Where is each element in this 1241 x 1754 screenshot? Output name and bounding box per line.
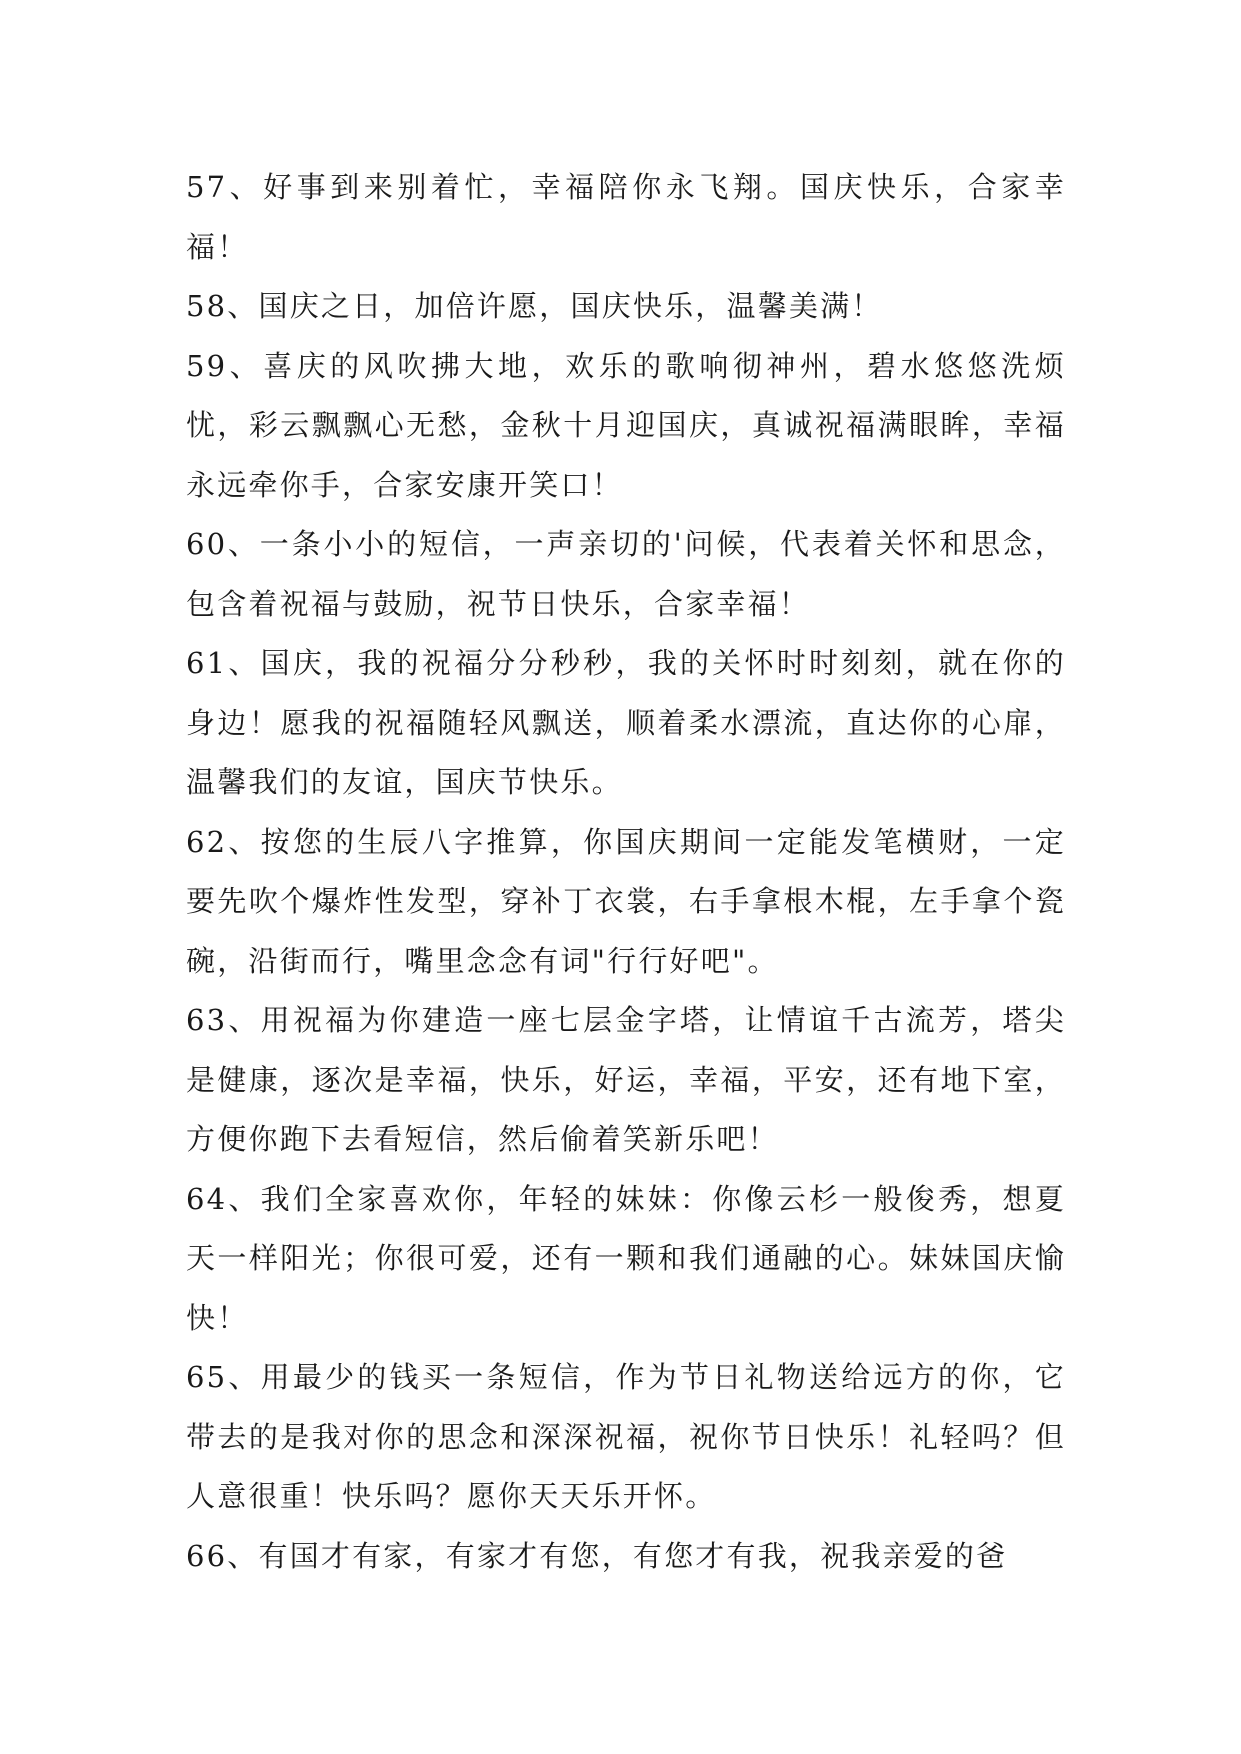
entry-64: 64、我们全家喜欢你，年轻的妹妹：你像云杉一般俊秀，想夏天一样阳光；你很可爱，还有一颗和我们通融的心。妹妹国庆愉快！ xyxy=(186,1181,1066,1335)
entry-61: 61、国庆，我的祝福分分秒秒，我的关怀时时刻刻，就在你的身边！愿我的祝福随轻风飘送，顺着柔水漂流，直达你的心扉，温馨我们的友谊，国庆节快乐。 xyxy=(186,646,1066,799)
entry-60: 60、一条小小的短信，一声亲切的'问候，代表着关怀和思念，包含着祝福与鼓励，祝节日快乐，合家幸福！ xyxy=(186,527,1066,621)
entry-65: 65、用最少的钱买一条短信，作为节日礼物送给远方的你，它带去的是我对你的思念和深深祝福，祝你节日快乐！礼轻吗？但人意很重！快乐吗？愿你天天乐开怀。 xyxy=(186,1360,1066,1513)
entry-66: 66、有国才有家，有家才有您，有您才有我，祝我亲爱的爸 xyxy=(186,1538,1008,1573)
document-body xyxy=(186,158,1066,1586)
entry-58: 58、国庆之日，加倍许愿，国庆快乐，温馨美满！ xyxy=(186,289,883,323)
entry-63: 63、用祝福为你建造一座七层金字塔，让情谊千古流芳，塔尖是健康，逐次是幸福，快乐，好运，幸福，平安，还有地下室，方便你跑下去看短信，然后偷着笑新乐吧！ xyxy=(186,1003,1066,1156)
entry-57: 57、好事到来别着忙，幸福陪你永飞翔。国庆快乐，合家幸福！ xyxy=(186,170,1066,264)
entry-59: 59、喜庆的风吹拂大地，欢乐的歌响彻神州，碧水悠悠洗烦忧，彩云飘飘心无愁，金秋十月迎国庆，真诚祝福满眼眸，幸福永远牵你手，合家安康开笑口！ xyxy=(186,348,1066,502)
entry-62: 62、按您的生辰八字推算，你国庆期间一定能发笔横财，一定要先吹个爆炸性发型，穿补丁衣裳，右手拿根木棍，左手拿个瓷碗，沿街而行，嘴里念念有词"行行好吧"。 xyxy=(186,824,1066,978)
